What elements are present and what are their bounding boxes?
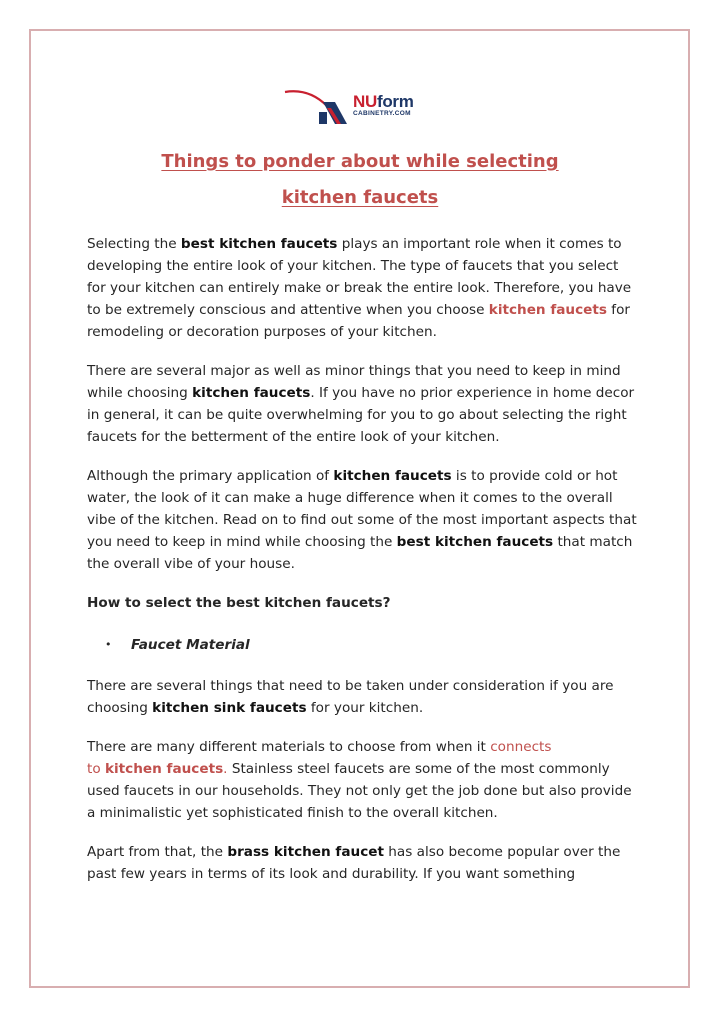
bullet-label: Faucet Material (131, 637, 250, 653)
keyword-link[interactable]: kitchen faucets (104, 761, 224, 777)
nuform-logo (283, 88, 443, 128)
logo-subtitle: CABINETRY.COM (353, 110, 411, 117)
document-title-line-1: Things to ponder about while selecting (161, 151, 559, 172)
logo-name-red: NU (353, 92, 377, 111)
logo-mark-icon (283, 88, 355, 128)
bullet-dot-icon: • (105, 638, 112, 651)
paragraph-application: Although the primary application of kitchen faucets is to provide cold or hot water, the look of it can make a huge difference when it comes to the overall vibe of the kitchen. Read on to find out some of the most important aspects that you need to keep in mind while choosing the best kitchen faucets that match the overall vibe of your house. (87, 468, 637, 572)
paragraph-intro: Selecting the best kitchen faucets plays an important role when it comes to developing the entire look of your kitchen. The type of faucets that you select for your kitchen can entirely make or break the entire look. Therefore, you have to be extremely conscious and attentive when you choose kitchen faucets for remodeling or decoration purposes of your kitchen. (87, 236, 632, 340)
document-body (87, 233, 639, 902)
connects-link[interactable]: connects (490, 739, 552, 755)
bold-keyword: best kitchen faucets (396, 534, 554, 550)
paragraph-material-intro: There are several things that need to be taken under consideration if you are choosing kitchen sink faucets for your kitchen. (87, 678, 614, 716)
bullet-item (87, 634, 639, 656)
bold-keyword: kitchen faucets (333, 468, 452, 484)
connects-link-cont[interactable]: to (87, 761, 105, 777)
bold-keyword: kitchen sink faucets (152, 700, 307, 716)
paragraph-considerations: There are several major as well as minor things that you need to keep in mind while choosing kitchen faucets. If you have no prior experience in home decor in general, it can be quite overwhelming for you to go about selecting the right faucets for the betterment of the entire look of your kitchen. (87, 363, 635, 445)
section-heading: How to select the best kitchen faucets? (87, 595, 391, 611)
bold-keyword: brass kitchen faucet (227, 844, 384, 860)
logo-name-navy: form (376, 92, 414, 111)
bold-keyword: kitchen faucets (192, 385, 311, 401)
paragraph-brass: Apart from that, the brass kitchen faucet has also become popular over the past few years in terms of its look and durability. If you want something (87, 844, 621, 882)
document-title-line-2: kitchen faucets (281, 187, 439, 208)
keyword-link[interactable]: kitchen faucets (488, 302, 607, 318)
paragraph-materials: There are many different materials to choose from when it connects to kitchen faucets. Stainless steel faucets are some of the most commonly used faucets in our households. They not only get the job done but also provide a minimalistic yet sophisticated finish to the overall kitchen. (87, 739, 632, 821)
bold-keyword: best kitchen faucets (180, 236, 338, 252)
